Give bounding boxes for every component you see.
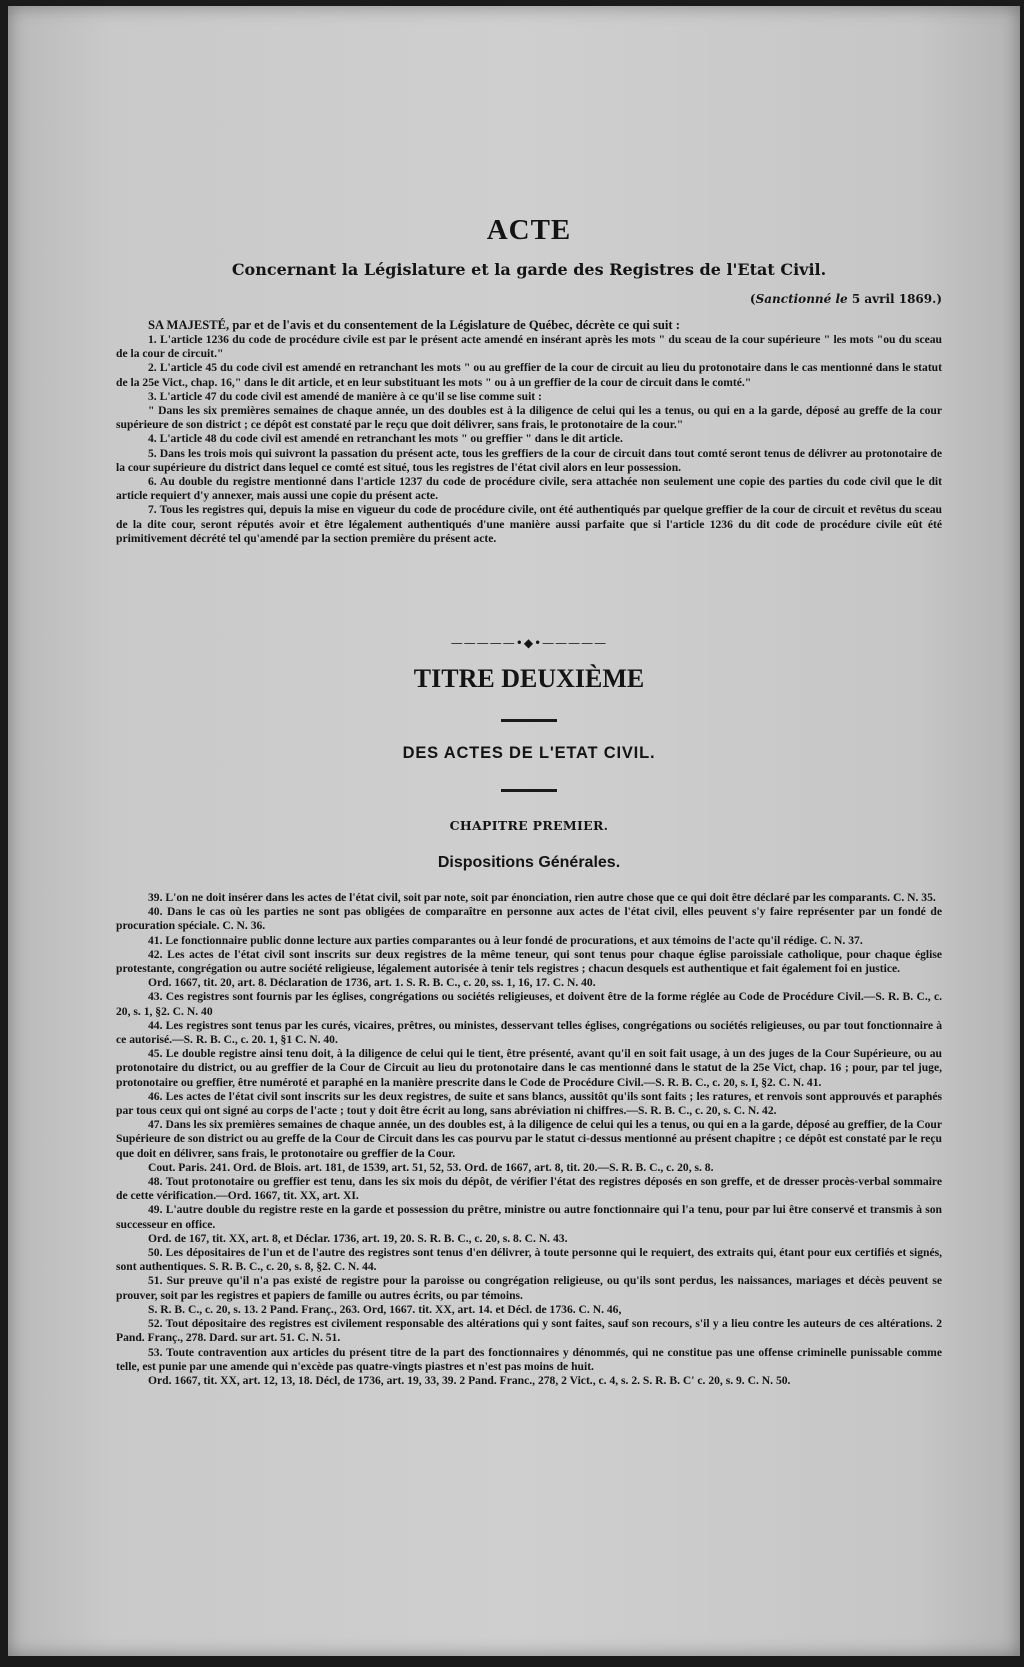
reference-line: Ord. de 167, tit. XX, art. 8, et Déclar. 1736, art. 19, 20. S. R. B. C., c. 20, s. 8. C. N. 43.	[148, 1231, 568, 1245]
sanction-label: Sanctionné le	[755, 292, 848, 306]
chapter-title: CHAPITRE PREMIER.	[449, 818, 609, 833]
section-title: DES ACTES DE L'ETAT CIVIL.	[402, 744, 656, 762]
section-rule	[501, 789, 557, 792]
acte-article: 7. Tous les registres qui, depuis la mise en vigueur du code de procédure civile, ont été authentiqués par quelque greffier de la cour de circuit et revêtus du sceau de la dite cour, seront réputés avoir et être légalement authentiqués d'une manière aussi parfaite que si l'article 1236 du dit code de procédure civile eût été primitivement décrété tel qu'amendé par la section première du présent acte.	[116, 503, 942, 545]
acte-title: ACTE	[486, 214, 572, 246]
article-paragraph: 43. Ces registres sont fournis par les églises, congrégations ou sociétés religieuses, et doivent être de la forme réglée au Code de Procédure Civil.—S. R. B. C., c. 20, s. 1, §2. C. N. 40	[116, 990, 942, 1018]
article-paragraph: 46. Les actes de l'état civil sont inscrits sur les deux registres, de suite et sans blancs, aussitôt qu'ils sont faits ; les ratures, et renvois sont approuvés et paraphés par tous ceux qui ont signé au corps de l'acte ; tout y doit être écrit au long, sans abréviation ni chiffres.—S. R. B. C., c. 20, s. C. N. 42.	[116, 1089, 942, 1118]
reference-line: S. R. B. C., c. 20, s. 13. 2 Pand. Franç., 263. Ord, 1667. tit. XX, art. 14. et Décl. de 1736. C. N. 46,	[148, 1302, 622, 1316]
page-content	[116, 6, 942, 1656]
reference-line: Ord. 1667, tit. 20, art. 8. Déclaration de 1736, art. 1. S. R. B. C., c. 20, ss. 1, 16, 17. C. N. 40.	[148, 976, 596, 990]
article-paragraph: 41. Le fonctionnaire public donne lecture aux parties comparantes ou à leur fondé de procurations, et aux témoins de l'acte qu'il rédige. C. N. 37.	[148, 933, 863, 947]
acte-article: 3. L'article 47 du code civil est amendé de manière à ce qu'il se lise comme suit :	[148, 389, 542, 403]
acte-article: " Dans les six premières semaines de chaque année, un des doubles est à la diligence de celui qui les a tenus, ou qui en a la garde, déposé au greffe de la cour supérieure de son district ; ce dépôt est constaté par le reçu que doit délivrer, sans frais, le protonotaire de la cour."	[116, 404, 942, 432]
article-paragraph: 53. Toute contravention aux articles du présent titre de la part des fonctionnaires y dénommés, qui ne constitue pas une offense criminelle punissable comme telle, est punie par une amende qui n'excède pas quatre-vingts piastres et n'est pas moins de huit.	[116, 1345, 942, 1373]
sanction-date: 5 avril 1869.	[851, 292, 937, 306]
acte-article: 2. L'article 45 du code civil est amendé en retranchant les mots " ou au greffier de la cour de circuit au lieu du protonotaire dans le cas mentionné dans le statut de la 25e Vict., chap. 16," dans le dit article, et en leur substituant les mots " ou à un greffier de la cour de circuit dans le comté."	[116, 361, 942, 389]
reference-line: Ord. 1667, tit. XX, art. 12, 13, 18. Décl, de 1736, art. 19, 33, 39. 2 Pand. Franc., 278, 2 Vict., c. 4, s. 2. S. R. B. C' c. 20, s. 9. C. N. 50.	[148, 1373, 791, 1387]
dispositions-heading: Dispositions Générales.	[437, 854, 621, 871]
article-paragraph: 51. Sur preuve qu'il n'a pas existé de registre pour la paroisse ou congrégation religieuse, ou qu'ils sont perdus, les naissances, mariages et décès peuvent se prouver, soit par les registres et papiers de famille ou autres écrits, ou par témoins.	[116, 1274, 942, 1302]
title-rule	[501, 719, 557, 722]
titre-title: TITRE DEUXIÈME	[413, 664, 645, 693]
scanned-page	[8, 6, 1020, 1656]
article-paragraph: 42. Les actes de l'état civil sont inscrits sur deux registres de la même teneur, qui sont tenus pour chaque église paroissiale catholique, pour chaque église protestante, congrégation ou autre société religieuse, légalement autorisée à tenir tels registres ; chacun desquels est authentique et fait également foi en justice.	[116, 947, 942, 976]
article-paragraph: 47. Dans les six premières semaines de chaque année, un des doubles est, à la diligence de celui qui les a tenus, ou qui en a la garde, déposé au greffier, de la Cour Supérieure de son district ou au greffe de la Cour de Circuit dans les cas pourvu par le statut ci-dessus mentionné au présent chapitre ; ce dépôt est constaté par le reçu que doit en délivrer, sans frais, le protonotaire ou greffier de la Cour.	[116, 1118, 942, 1160]
article-paragraph: 49. L'autre double du registre reste en la garde et possession du prêtre, ministre ou autre fonctionnaire qui l'a tenu, pour par lui être conservé et transmis à son successeur en office.	[116, 1203, 942, 1231]
article-paragraph: 44. Les registres sont tenus par les curés, vicaires, prêtres, ou ministes, desservant telles églises, congrégations ou sociétés religieuses, ou par tout fonctionnaire à ce autorisé.—S. R. B. C., c. 20. 1, §1 C. N. 40.	[116, 1018, 942, 1047]
reference-line: Cout. Paris. 241. Ord. de Blois. art. 181, de 1539, art. 51, 52, 53. Ord. de 1667, art. 8, tit. 20.—S. R. B. C., c. 20, s. 8.	[148, 1160, 714, 1174]
acte-article: 1. L'article 1236 du code de procédure civile est par le présent acte amendé en insérant après les mots " du sceau de la cour supérieure " les mots "ou du sceau de la cour de circuit."	[116, 333, 942, 361]
article-paragraph: 39. L'on ne doit insérer dans les actes de l'état civil, soit par note, soit par énonciation, rien autre chose que ce qui doit être déclaré par les comparants. C. N. 35.	[148, 891, 936, 904]
acte-article: 6. Au double du registre mentionné dans l'article 1237 du code de procédure civile, sera attachée non seulement une copie des parties du code civil que le dit article requiert d'y annexer, mais aussi une copie du présent acte.	[116, 475, 942, 503]
acte-body	[116, 318, 942, 546]
acte-article: 4. L'article 48 du code civil est amendé en retranchant les mots " ou greffier " dans le dit article.	[148, 432, 623, 446]
acte-subtitle: Concernant la Législature et la garde des Registres de l'Etat Civil.	[231, 260, 827, 279]
article-paragraph: 50. Les dépositaires de l'un et de l'autre des registres sont tenus d'en délivrer, à toute personne qui le requiert, des extraits qui, étant pour eux certifiés et signés, sont authentiques. S. R. B. C., c. 20, s. 8, §2. C. N. 44.	[116, 1246, 942, 1274]
article-paragraph: 48. Tout protonotaire ou greffier est tenu, dans les six mois du dépôt, de vérifier l'état des registres déposés en son greffe, et de dresser procès-verbal sommaire de cette vérification.—Ord. 1667, tit. XX, art. XI.	[116, 1175, 942, 1203]
titre-body	[116, 891, 942, 1388]
article-paragraph: 40. Dans le cas où les parties ne sont pas obligées de comparaître en personne aux actes de l'état civil, elles peuvent s'y faire représenter par un fondé de procuration spéciale. C. N. 36.	[116, 905, 942, 933]
sanction-note: (Sanctionné le 5 avril 1869.)	[749, 292, 942, 306]
acte-preamble: SA MAJESTÉ, par et de l'avis et du consentement de la Législature de Québec, décrète ce qui suit :	[148, 318, 680, 332]
acte-article: 5. Dans les trois mois qui suivront la passation du présent acte, tous les greffiers de la cour de circuit dans tout comté seront tenus de délivrer au protonotaire de la cour supérieure du district dans lequel ce comté est situé, tous les registres de l'état civil alors en leur possession.	[116, 446, 942, 474]
article-paragraph: 45. Le double registre ainsi tenu doit, à la diligence de celui qui le tient, être présenté, avant qu'il en soit fait usage, à un des juges de la Cour Supérieure, ou au protonotaire du district, ou au greffier de la Cour de Circuit au lieu du protonotaire dans le cas mentionné dans le statut de la 25e Vict, chap. 16 ; pour, par tel juge, protonotaire ou greffier, être numéroté et paraphé en la manière prescrite dans le Code de Procédure Civil.—S. R. B. C., c. 20, s. I, §2. C. N. 41.	[116, 1047, 942, 1089]
ornament-divider: —————•◆•—————	[450, 636, 608, 650]
article-paragraph: 52. Tout dépositaire des registres est civilement responsable des altérations qui y sont faites, sauf son recours, s'il y a lieu contre les auteurs de ces altérations. 2 Pand. Franç., 278. Dard. sur art. 51. C. N. 51.	[116, 1317, 942, 1345]
